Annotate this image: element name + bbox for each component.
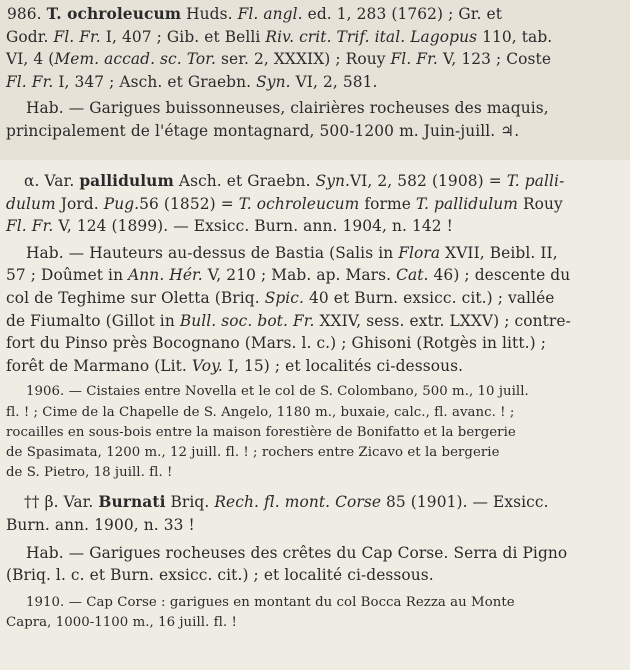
- reference: Mem. accad. sc. Tor.: [54, 50, 217, 69]
- reference: Voy.: [191, 356, 223, 375]
- variety-alpha-line: [0, 160, 630, 193]
- text: XVII, Beibl. II,: [440, 243, 558, 262]
- text: de Fiumalto (Gillot in: [6, 311, 180, 330]
- text: I, 407 ; Gib. et Belli: [100, 27, 266, 46]
- variety-name: Burnati: [98, 493, 166, 512]
- text: 40 et Burn. exsicc. cit.) ; vallée: [304, 288, 555, 307]
- reference: Pug.: [103, 194, 140, 213]
- text: VI, 2, 582 (1908) =: [350, 172, 507, 190]
- reference: Ann. Hér.: [128, 266, 203, 285]
- reference: Spic.: [264, 288, 305, 307]
- reference: Fl. Fr.: [6, 72, 54, 91]
- variety-label: †† β. Var.: [24, 493, 99, 512]
- text: VI, 2, 581.: [290, 72, 378, 91]
- variety-section: [0, 160, 630, 670]
- synonym: T. pallidulum: [415, 194, 518, 213]
- habitat-line: principalement de l'étage montagnard, 500-1200 m. Juin-juill. ♃.: [6, 121, 520, 140]
- text: forêt de Marmano (Lit.: [6, 356, 192, 375]
- text: V, 124 (1899). — Exsicc. Burn. ann. 1904, n. 142 !: [53, 217, 453, 236]
- observation-line: 1910. — Cap Corse : garigues en montant du col Bocca Rezza au Monte: [26, 594, 515, 610]
- reference: Rech. fl. mont. Corse: [214, 493, 382, 512]
- habitat-line: [0, 355, 630, 378]
- authority: Huds.: [181, 5, 238, 23]
- variety-alpha-line: [0, 215, 630, 238]
- text: 57 ; Doûmet in: [6, 266, 129, 285]
- habitat-line: [0, 310, 630, 333]
- species-name: T. ochroleucum: [46, 5, 182, 23]
- text: V, 210 ; Mab. ap. Mars.: [202, 266, 397, 285]
- variety-beta-line: [0, 483, 630, 514]
- reference: Riv. crit. Trif. ital. Lagopus: [265, 27, 478, 46]
- reference: Bull. soc. bot. Fr.: [179, 311, 315, 330]
- reference-detail: ed. 1, 283 (1762) ; Gr. et: [302, 5, 503, 23]
- reference: Syn.: [315, 172, 351, 190]
- variety-alpha-line: [0, 193, 630, 216]
- authority: Asch. et Graebn.: [173, 172, 316, 190]
- entry-line: [0, 0, 630, 26]
- text: 110, tab.: [477, 27, 553, 46]
- habitat-line: [0, 264, 630, 287]
- text: ser. 2, XXXIX) ; Rouy: [216, 50, 391, 69]
- entry-line: [0, 26, 630, 49]
- observation-line: 1906. — Cistaies entre Novella et le col de S. Colombano, 500 m., 10 juill.: [26, 384, 529, 400]
- text: Godr.: [6, 27, 54, 46]
- text: forme: [359, 194, 416, 213]
- reference: Flora: [398, 243, 441, 262]
- habitat-line: fort du Pinso près Bocognano (Mars. l. c.) ; Ghisoni (Rotgès in litt.) ;: [6, 334, 546, 353]
- synonym: dulum: [6, 194, 56, 213]
- text: I, 347 ; Asch. et Graebn.: [53, 72, 257, 91]
- reference: Fl. Fr.: [6, 217, 54, 236]
- text: Hab. — Hauteurs au-dessus de Bastia (Salis in: [26, 243, 399, 262]
- text: 85 (1901). — Exsicc.: [381, 493, 549, 512]
- text: XXIV, sess. extr. LXXV) ; contre-: [314, 311, 571, 330]
- variety-beta-line: Burn. ann. 1900, n. 33 !: [6, 515, 195, 534]
- entry-line: [0, 48, 630, 71]
- habitat-line: Hab. — Garigues buissonneuses, clairières rocheuses des maquis,: [26, 99, 549, 118]
- text: V, 123 ; Coste: [437, 50, 552, 69]
- reference: Fl. Fr.: [53, 27, 101, 46]
- species-986-entry: [0, 0, 630, 160]
- variety-name: pallidulum: [79, 172, 174, 190]
- synonym: T. ochroleucum: [238, 194, 360, 213]
- text: Jord.: [55, 194, 104, 213]
- reference: Fl. angl.: [237, 5, 303, 23]
- observation-line: de Spasimata, 1200 m., 12 juill. fl. ! ; rochers entre Zicavo et la bergerie: [6, 444, 500, 460]
- habitat-line: Hab. — Garigues rocheuses des crêtes du Cap Corse. Serra di Pigno: [26, 543, 568, 562]
- text: VI, 4 (: [6, 50, 55, 69]
- habitat-line: [0, 238, 630, 265]
- observation-line: Capra, 1000-1100 m., 16 juill. fl. !: [6, 614, 237, 630]
- habitat-line: (Briq. l. c. et Burn. exsicc. cit.) ; et localité ci-dessous.: [6, 566, 434, 585]
- observation-line: de S. Pietro, 18 juill. fl. !: [6, 465, 173, 481]
- reference: Cat.: [396, 266, 429, 285]
- text: Rouy: [517, 194, 563, 213]
- variety-label: α. Var.: [24, 172, 80, 190]
- reference: Fl. Fr.: [390, 50, 438, 69]
- text: 46) ; descente du: [428, 266, 571, 285]
- entry-line: [0, 71, 630, 94]
- reference: Syn.: [256, 72, 291, 91]
- text: col de Teghime sur Oletta (Briq.: [6, 288, 265, 307]
- authority: Briq.: [165, 493, 215, 512]
- synonym: T. palli-: [506, 172, 565, 190]
- observation-line: rocailles en sous-bois entre la maison forestière de Bonifatto et la bergerie: [6, 424, 516, 440]
- text: 56 (1852) =: [139, 194, 239, 213]
- text: I, 15) ; et localités ci-dessous.: [222, 356, 464, 375]
- habitat-line: [0, 287, 630, 310]
- species-number: 986.: [7, 5, 42, 23]
- observation-line: fl. ! ; Cime de la Chapelle de S. Angelo, 1180 m., buxaie, calc., fl. avanc. ! ;: [6, 404, 515, 420]
